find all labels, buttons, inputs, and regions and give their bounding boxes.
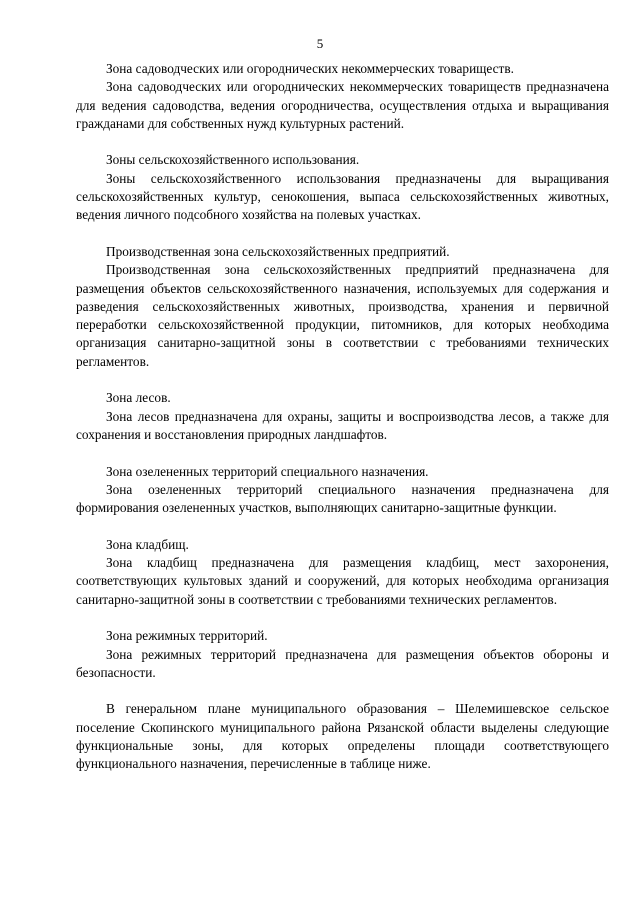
section-body: Зона лесов предназначена для охраны, защиты и воспроизводства лесов, а также для сохранения и восстановления природных ландшафтов.: [76, 408, 609, 442]
document-body: [76, 60, 609, 792]
section-forest-zone: [76, 389, 609, 444]
section-green-areas-zone: [76, 463, 609, 518]
section-agricultural-production-zone: [76, 243, 609, 371]
section-heading: Зона кладбищ.: [106, 536, 189, 552]
section-body: Зона озелененных территорий специального назначения предназначена для формирования озелененных участков, выполняющих санитарно-защитные функции.: [76, 481, 609, 516]
section-body: Зоны сельскохозяйственного использования предназначены для выращивания сельскохозяйственных культур, сенокошения, выпаса сельскохозяйственных животных, ведения личного подсобного хозяйства на полевых участках.: [76, 170, 609, 223]
section-heading: Зона режимных территорий.: [106, 628, 268, 644]
section-heading: Зона лесов.: [106, 390, 171, 406]
section-body: Зона режимных территорий предназначена для размещения объектов обороны и безопасности.: [76, 646, 609, 680]
section-restricted-zone: [76, 627, 609, 682]
section-heading: Зона садоводческих или огороднических некоммерческих товариществ.: [106, 61, 514, 76]
section-garden-zone: [76, 60, 609, 133]
section-heading: Зоны сельскохозяйственного использования.: [106, 152, 360, 168]
section-heading: Зона озелененных территорий специального назначения.: [106, 463, 429, 479]
closing-paragraph: В генеральном плане муниципального образования – Шелемишевское сельское поселение Скопинского муниципального района Рязанской области выделены следующие функциональные зоны, для которых определены площади соответствующего функционального назначения, перечисленные в таблице ниже.: [76, 701, 609, 772]
section-agricultural-use-zone: [76, 151, 609, 224]
section-body: Зона кладбищ предназначена для размещения кладбищ, мест захоронения, соответствующих культовых зданий и сооружений, для которых необходима организация санитарно-защитной зоны в соответствии с требованиями технических регламентов.: [76, 555, 609, 607]
section-heading: Производственная зона сельскохозяйственных предприятий.: [106, 243, 450, 259]
closing-section: [76, 700, 609, 773]
section-cemetery-zone: [76, 536, 609, 609]
page-number: 5: [316, 36, 324, 51]
section-body: Производственная зона сельскохозяйственных предприятий предназначена для размещения объектов сельскохозяйственного назначения, используемых для содержания и разведения сельскохозяйственных животных, производства, хранения и первичной переработки сельскохозяйственной продукции, питомников, для которых необходима организация санитарно-защитной зоны в соответствии с требованиями технических регламентов.: [76, 262, 609, 369]
section-body: Зона садоводческих или огороднических некоммерческих товариществ предназначена для ведения садоводства, ведения огородничества, осуществления отдыха и выращивания гражданами для собственных нужд культурных растений.: [76, 79, 609, 131]
